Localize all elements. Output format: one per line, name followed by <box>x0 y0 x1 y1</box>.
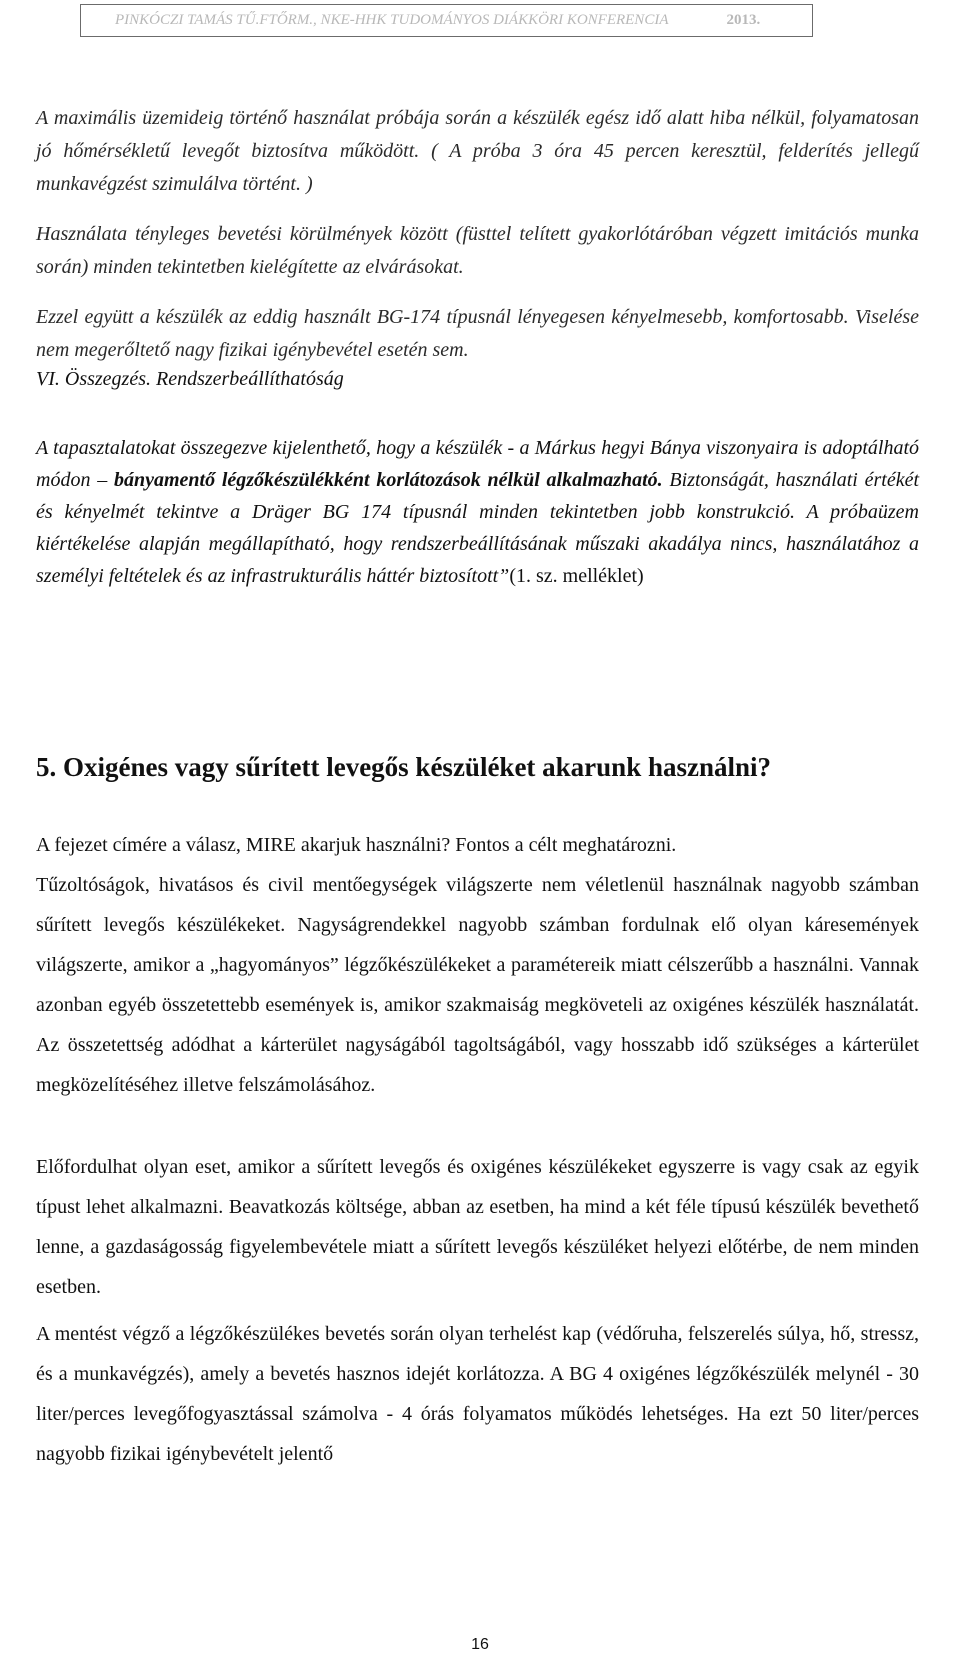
paragraph-load: A mentést végző a légzőkészülékes bevetés során olyan terhelést kap (védőruha, felszerelés súlya, hő, stressz, és a munkavégzés), amely a bevetés hasznos idejét korlátozza. A BG 4 oxigénes légzőkészülék melynél - 30 liter/perces levegőfogyasztással számolva - 4 órás folyamatos működés lehetséges. Ha ezt 50 liter/perces nagyobb fizikai igénybevételt jelentő <box>36 1323 919 1465</box>
paragraph-fire-brigades: Tűzoltóságok, hivatásos és civil mentőegységek világszerte nem véletlenül használnak nagyobb számban sűrített levegős készülékeket. Nagyságrendekkel nagyobb számban fordulnak elő olyan káresemények világszerte, amikor a „hagyományos” légzőkészülékeket a paramétereik miatt célszerűbb a használni. Vannak azonban egyéb összetettebb események is, amikor szakmaiság megköveteli az oxigénes készülék használatát. Az összetettség adódhat a kárterület nagyságából tagoltságából, vagy hosszabb idő szükséges a kárterület megközelítéséhez illetve felszámolásához. <box>36 874 919 1096</box>
paragraph-comfort: Ezzel együtt a készülék az eddig használt BG-174 típusnál lényegesen kényelmesebb, komfortosabb. Viselése nem megerőltető nagy fizikai igénybevétel esetén sem. <box>36 306 919 361</box>
summary-text-2: Biztonságát, használati értékét és kényelmét tekintve a Dräger BG 174 típusnál minden tekintetben jobb konstrukció. A próbaüzem kiértékelése alapján megállapítható, hogy rendszerbeállításának műszaki akadálya nincs, használatához a személyi feltételek és az infrastrukturális háttér biztosított” <box>36 469 920 587</box>
page-number: 16 <box>471 1636 489 1653</box>
running-header <box>80 4 813 37</box>
summary-text-1: A tapasztalatokat összegezve kijelenthető, hogy a készülék - a Márkus hegyi Bánya viszonyaira is adoptálható módon – <box>36 437 919 491</box>
paragraph-test-result: A maximális üzemideig történő használat próbája során a készülék egész idő alatt hiba nélkül, folyamatosan jó hőmérsékletű levegőt biztosítva működött. ( A próba 3 óra 45 percen keresztül, felderítés jellegű munkavégzést szimulálva történt. ) <box>36 107 919 195</box>
paragraph-intro: A fejezet címére a válasz, MIRE akarjuk használni? Fontos a célt meghatározni. <box>36 834 677 856</box>
summary-reference: (1. sz. melléklet) <box>509 565 644 587</box>
paragraph-real-conditions: Használata tényleges bevetési körülmények között (füsttel telített gyakorlótáróban végzett imitációs munka során) minden tekintetben kielégítette az elvárásokat. <box>36 223 919 278</box>
section-heading-summary: VI. Összegzés. Rendszerbeállíthatóság <box>36 368 344 390</box>
paragraph-both-types: Előfordulhat olyan eset, amikor a sűrített levegős és oxigénes készülékeket egyszerre is vagy csak az egyik típust lehet alkalmazni. Beavatkozás költsége, abban az esetben, ha mind a két féle típusú készülék bevethető lenne, a gazdaságosság figyelembevétele miatt a sűrített levegős készüléket helyezi előtérbe, de nem minden esetben. <box>36 1156 919 1298</box>
header-year: 2013. <box>726 12 761 28</box>
summary-bold: bányamentő légzőkészülékként korlátozások nélkül alkalmazható. <box>113 469 663 491</box>
paragraph-summary <box>36 432 919 592</box>
header-conference: PINKÓCZI TAMÁS TŰ.FTŐRM., NKE-HHK TUDOMÁNYOS DIÁKKÖRI KONFERENCIA <box>115 12 669 28</box>
chapter-title: 5. Oxigénes vagy sűrített levegős készüléket akarunk használni? <box>36 752 772 782</box>
